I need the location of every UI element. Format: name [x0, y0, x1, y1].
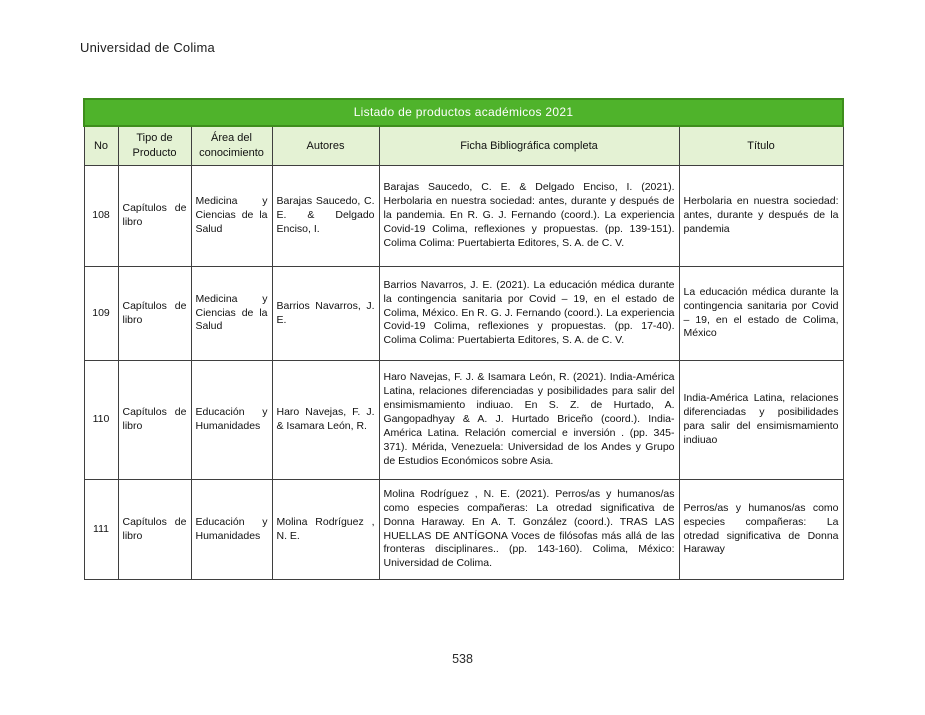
institution-header: Universidad de Colima: [80, 40, 215, 55]
table-title: Listado de productos académicos 2021: [84, 99, 843, 126]
cell-no: 111: [84, 480, 118, 580]
table-row: [84, 480, 843, 580]
cell-ficha-bibliografica: Haro Navejas, F. J. & Isamara León, R. (2021). India-América Latina, relaciones diferenciadas y posibilidades para salir del ensimismamiento indiuao. En S. Z. de Hurtado, A. Gangopadhyay & A. J. Hurtado Briceño (coord.). India-América Latina. Relación comercial e inversión . (pp. 345-371). Mérida, Venezuela: Universidad de los Andes y Grupo de Estudios Económicos sobre Asia.: [379, 361, 679, 480]
table-title-row: [84, 99, 843, 126]
cell-tipo-producto: Capítulos de libro: [118, 267, 191, 361]
cell-area-conocimiento: Medicina y Ciencias de la Salud: [191, 166, 272, 267]
products-table-container: [83, 98, 842, 580]
column-header-tipo: Tipo de Producto: [118, 126, 191, 166]
column-header-area: Área del conocimiento: [191, 126, 272, 166]
table-row: [84, 361, 843, 480]
table-header-row: [84, 126, 843, 166]
cell-titulo: Perros/as y humanos/as como especies compañeras: La otredad significativa de Donna Haraway: [679, 480, 843, 580]
cell-no: 109: [84, 267, 118, 361]
cell-no: 110: [84, 361, 118, 480]
cell-ficha-bibliografica: Barajas Saucedo, C. E. & Delgado Enciso, I. (2021). Herbolaria en nuestra sociedad: antes, durante y después de la pandemia. En R. G. J. Fernando (coord.). La experiencia Covid-19 Colima, reflexiones y propuestas. (pp. 139-151). Colima Colima: Puertabierta Editores, S. A. de C. V.: [379, 166, 679, 267]
cell-area-conocimiento: Educación y Humanidades: [191, 361, 272, 480]
cell-tipo-producto: Capítulos de libro: [118, 480, 191, 580]
page-number: 538: [452, 652, 473, 666]
cell-autores: Haro Navejas, F. J. & Isamara León, R.: [272, 361, 379, 480]
table-row: [84, 166, 843, 267]
cell-autores: Barajas Saucedo, C. E. & Delgado Enciso, I.: [272, 166, 379, 267]
products-table: [83, 98, 844, 580]
column-header-ficha: Ficha Bibliográfica completa: [379, 126, 679, 166]
cell-autores: Barrios Navarros, J. E.: [272, 267, 379, 361]
cell-titulo: India-América Latina, relaciones diferenciadas y posibilidades para salir del ensimismamiento indiuao: [679, 361, 843, 480]
cell-tipo-producto: Capítulos de libro: [118, 361, 191, 480]
cell-titulo: Herbolaria en nuestra sociedad: antes, durante y después de la pandemia: [679, 166, 843, 267]
table-row: [84, 267, 843, 361]
cell-ficha-bibliografica: Molina Rodríguez , N. E. (2021). Perros/as y humanos/as como especies compañeras: La otredad significativa de Donna Haraway. En A. T. González (coord.). TRAS LAS HUELLAS DE ANTÍGONA Voces de filósofas más allá de las fronteras disciplinares.. (pp. 143-160). Colima, México: Universidad de Colima.: [379, 480, 679, 580]
cell-no: 108: [84, 166, 118, 267]
cell-tipo-producto: Capítulos de libro: [118, 166, 191, 267]
column-header-titulo: Título: [679, 126, 843, 166]
cell-area-conocimiento: Medicina y Ciencias de la Salud: [191, 267, 272, 361]
column-header-autores: Autores: [272, 126, 379, 166]
cell-autores: Molina Rodríguez , N. E.: [272, 480, 379, 580]
cell-ficha-bibliografica: Barrios Navarros, J. E. (2021). La educación médica durante la contingencia sanitaria por Covid – 19, en el estado de Colima, México. En R. G. J. Fernando (coord.). La experiencia Covid-19 Colima, reflexiones y propuestas. (pp. 17-40). Colima Colima: Puertabierta Editores, S. A. de C. V.: [379, 267, 679, 361]
cell-titulo: La educación médica durante la contingencia sanitaria por Covid – 19, en el estado de Colima, México: [679, 267, 843, 361]
cell-area-conocimiento: Educación y Humanidades: [191, 480, 272, 580]
column-header-no: No: [84, 126, 118, 166]
